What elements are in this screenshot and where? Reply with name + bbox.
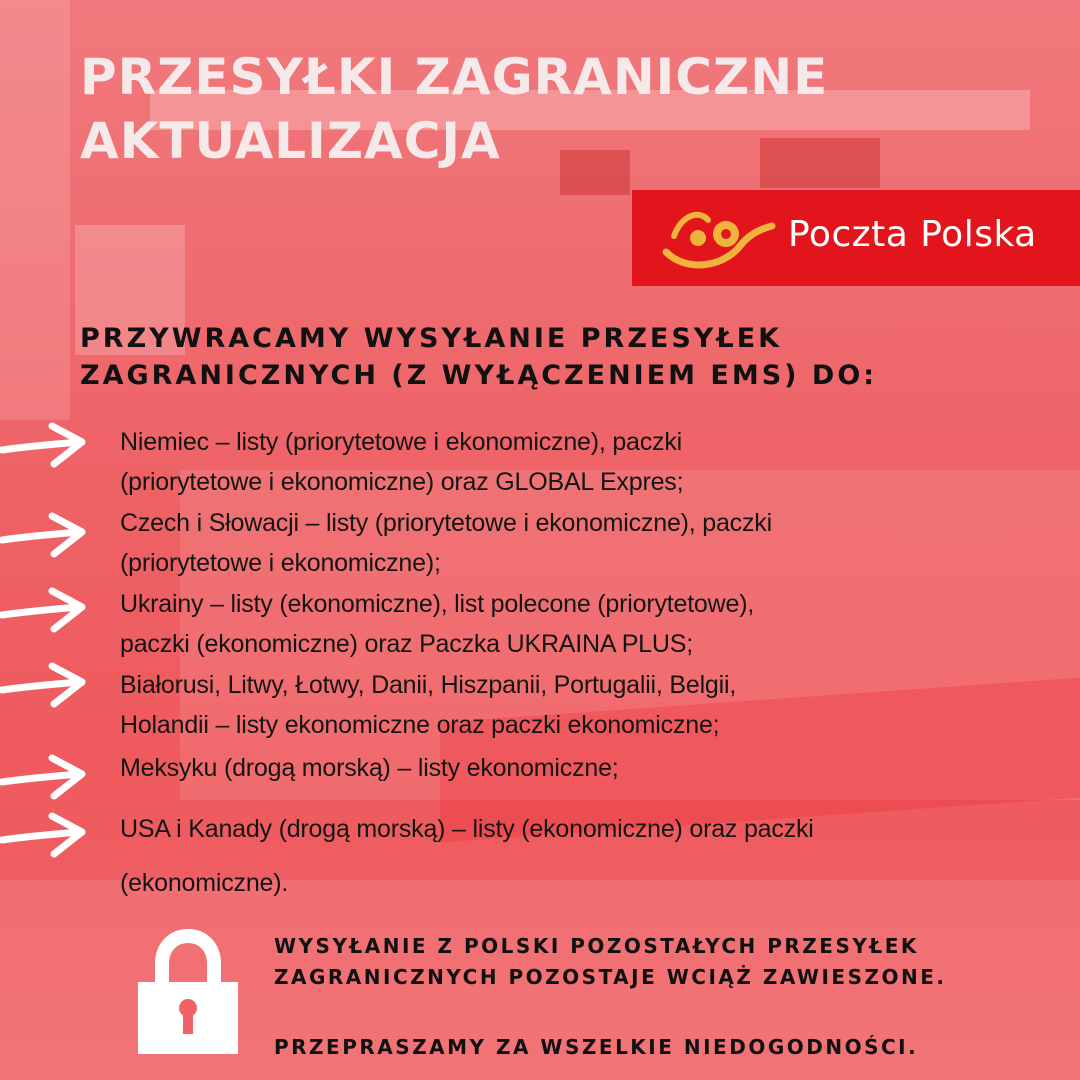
list-item (120, 748, 1020, 788)
page-title (80, 45, 828, 173)
list-item-line: (priorytetowe i ekonomiczne); (120, 549, 441, 577)
lock-icon (136, 928, 240, 1056)
list-item (120, 584, 1020, 664)
title-line-1: PRZESYŁKI ZAGRANICZNE (80, 48, 829, 106)
background-wall (0, 0, 70, 420)
arrow-right-icon (0, 752, 90, 802)
list-item-line: Meksyku (drogą morską) – listy ekonomiczne; (120, 754, 619, 782)
list-item-line: Białorusi, Litwy, Łotwy, Danii, Hiszpanii, Portugalii, Belgii, (120, 671, 737, 699)
suspension-notice (274, 931, 1054, 993)
list-item (120, 503, 1020, 583)
list-item-line: Ukrainy – listy (ekonomiczne), list polecone (priorytetowe), (120, 590, 755, 618)
arrow-right-icon (0, 660, 90, 710)
headline (80, 320, 1040, 394)
headline-line-2: ZAGRANICZNYCH (Z WYŁĄCZENIEM EMS) DO: (80, 360, 878, 391)
list-item-line: paczki (ekonomiczne) oraz Paczka UKRAINA PLUS; (120, 630, 693, 658)
brand-name: Poczta Polska (788, 214, 1037, 255)
arrow-right-icon (0, 420, 90, 470)
list-item-line: Czech i Słowacji – listy (priorytetowe i ekonomiczne), paczki (120, 509, 772, 537)
list-item-line: Niemiec – listy (priorytetowe i ekonomiczne), paczki (120, 428, 683, 456)
list-item-line: (priorytetowe i ekonomiczne) oraz GLOBAL Expres; (120, 468, 684, 496)
apology-text: PRZEPRASZAMY ZA WSZELKIE NIEDOGODNOŚCI. (274, 1035, 919, 1059)
arrow-right-icon (0, 810, 90, 860)
title-line-2: AKTUALIZACJA (80, 112, 501, 170)
list-item (120, 802, 1020, 910)
arrow-right-icon (0, 585, 90, 635)
notice-line-2: ZAGRANICZNYCH POZOSTAJE WCIĄŻ ZAWIESZONE. (274, 965, 947, 989)
notice-line-1: WYSYŁANIE Z POLSKI POZOSTAŁYCH PRZESYŁEK (274, 934, 919, 958)
poczta-polska-logo-icon (660, 202, 780, 274)
arrow-right-icon (0, 510, 90, 560)
list-item (120, 422, 1020, 502)
brand-banner (632, 190, 1080, 286)
headline-line-1: PRZYWRACAMY WYSYŁANIE PRZESYŁEK (80, 323, 783, 354)
list-item (120, 665, 1020, 745)
list-item-line: Holandii – listy ekonomiczne oraz paczki ekonomiczne; (120, 711, 720, 739)
list-item-line: (ekonomiczne). (120, 869, 289, 897)
list-item-line: USA i Kanady (drogą morską) – listy (ekonomiczne) oraz paczki (120, 815, 814, 843)
